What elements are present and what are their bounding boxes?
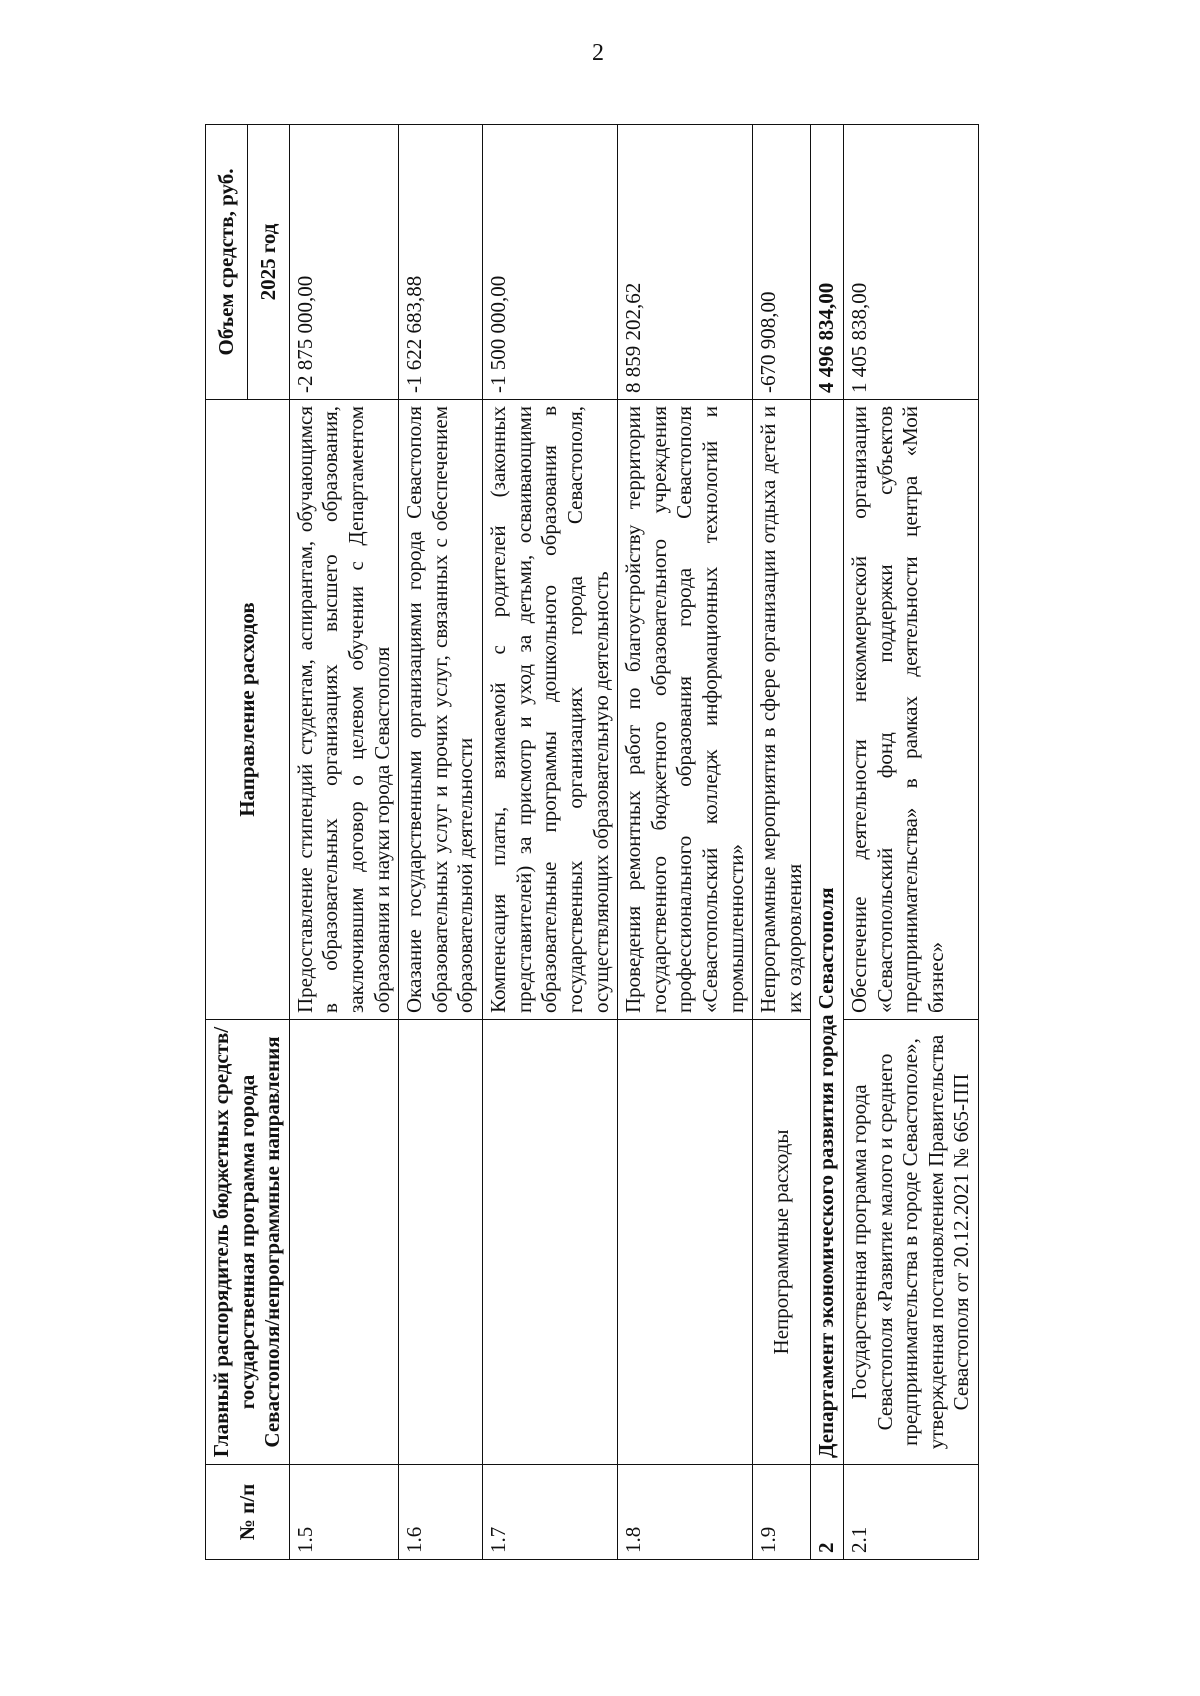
header-volume: Объем средств, руб. (206, 125, 248, 400)
header-year: 2025 год (247, 125, 289, 400)
row-num: 1.5 (289, 1465, 398, 1560)
row-amount: 8 859 202,62 (618, 125, 753, 400)
table-row (618, 125, 753, 1560)
section-num: 2 (811, 1465, 844, 1560)
row-num: 1.8 (618, 1465, 753, 1560)
row-direction: Предоставление стипендий студентам, аспирантам, обучающимся в образовательных организациях высшего образования, заключившим договор о целевом обучении с Департаментом образования и науки города Севастополя (289, 400, 398, 1020)
row-manager (618, 1020, 753, 1465)
rotated-table-wrapper (205, 125, 1065, 1560)
row-direction: Обеспечение деятельности некоммерческой организации «Севастопольский фонд поддержки субъектов предпринимательства» в рамках деятельности центра «Мой бизнес» (844, 400, 979, 1020)
table-row (289, 125, 398, 1560)
section-row (811, 125, 844, 1560)
row-num: 1.6 (399, 1465, 483, 1560)
header-num: № п/п (206, 1465, 290, 1560)
row-direction: Непрограммные мероприятия в сфере организации отдыха детей и их оздоровления (753, 400, 811, 1020)
header-manager: Главный распорядитель бюджетных средств/государственная программа города Севастополя/непрограммные направления (206, 1020, 290, 1465)
row-amount: -2 875 000,00 (289, 125, 398, 400)
row-amount: -670 908,00 (753, 125, 811, 400)
row-manager (399, 1020, 483, 1465)
row-manager: Государственная программа города Севастополя «Развитие малого и среднего предпринимательства в городе Севастополе», утвержденная постановлением Правительства Севастополя от 20.12.2021 № 665-ПП (844, 1020, 979, 1465)
table-row (844, 125, 979, 1560)
row-manager: Непрограммные расходы (753, 1020, 811, 1465)
expenses-table (205, 124, 979, 1560)
section-title: Департамент экономического развития города Севастополя (811, 400, 844, 1465)
row-amount: -1 500 000,00 (483, 125, 618, 400)
row-direction: Проведения ремонтных работ по благоустройству территории государственного бюджетного образовательного учреждения профессионального образования города Севастополя «Севастопольский колледж информационных технологий и промышленности» (618, 400, 753, 1020)
row-num: 1.9 (753, 1465, 811, 1560)
row-num: 2.1 (844, 1465, 979, 1560)
table-row (753, 125, 811, 1560)
row-amount: 1 405 838,00 (844, 125, 979, 400)
row-manager (483, 1020, 618, 1465)
row-manager (289, 1020, 398, 1465)
header-direction: Направление расходов (206, 400, 290, 1020)
row-direction: Оказание государственными организациями города Севастополя образовательных услуг и прочих услуг, связанных с обеспечением образовательной деятельности (399, 400, 483, 1020)
section-amount: 4 496 834,00 (811, 125, 844, 400)
row-amount: -1 622 683,88 (399, 125, 483, 400)
row-direction: Компенсация платы, взимаемой с родителей (законных представителей) за присмотр и уход за детьми, осваивающими образовательные программы дошкольного образования в государственных организациях города Севастополя, осуществляющих образовательную деятельность (483, 400, 618, 1020)
page-number: 2 (592, 40, 604, 66)
header-row (206, 125, 248, 1560)
row-num: 1.7 (483, 1465, 618, 1560)
table-row (483, 125, 618, 1560)
table-row (399, 125, 483, 1560)
